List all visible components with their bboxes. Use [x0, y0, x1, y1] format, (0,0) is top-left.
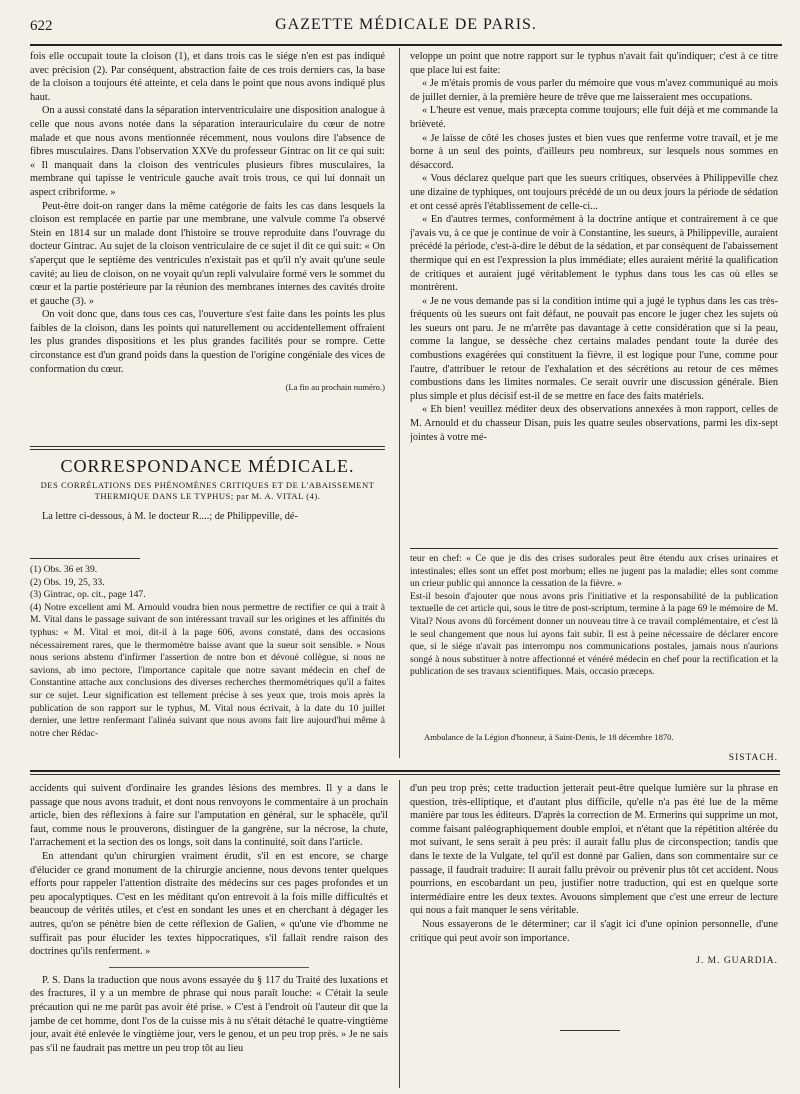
column-divider: [399, 48, 400, 758]
paragraph: fois elle occupait toute la cloison (1), et dans trois cas le siége n'en est pas indiqué avec précision (2). Par conséquent, abstraction faite de ces trois derniers cas, la base de la cloison a toujours été atteinte, et cela dans le point que nous avons indiqué plus haut.: [30, 51, 385, 103]
paragraph: teur en chef: « Ce que je dis des crises sudorales peut être étendu aux crises urinaires et intestinales; elles sont un effet post morbum; elles ne jugent pas la maladie; elles sont comme un crieur public qui annonce la cessation de la fièvre. »: [410, 553, 778, 590]
dateline: [410, 732, 778, 746]
section-rule: [30, 446, 385, 447]
section-rule: [30, 774, 780, 775]
paragraph: d'un peu trop près; cette traduction jetterait peut-être quelque lumière sur la phrase en question, très-elliptique, et d'autant plus difficile, qu'elle n'a pas été lue de la même manière par tous les éditeurs. D'après la correction de M. Ermerins qui supprime un mot, comme faisant paléographiquement double emploi, et n'étant que la répétition altérée du mot suivant, le sens serait à peu près: il aurait fallu plus de circonspection; tandis que dans le texte de la Vulgate, tel qu'il est donné par Galien, dans son commentaire sur ce passage, il faudrait traduire: Il aurait fallu prévoir ou prévenir plus tôt cet accident. Nous pourrions, en escobardant un peu, justifier notre traduction, qui est en quelque sorte intermédiaire entre les deux textes. Avouons simplement que c'est une erreur de lecture qui nous a fait manquer le sens véritable.: [410, 783, 778, 917]
paragraph: Peut-être doit-on ranger dans la même catégorie de faits les cas dans lesquels la cloison est remplacée en partie par une membrane, une valvule comme l'a observé Stein en 1814 sur un malade dont l'histoire se trouve reproduite dans l'ouvrage du docteur Gintrac. Au sujet de la cloison ventriculaire de ce sujet il dit ce qui suit: « On s'aperçut que le septième des ventricules n'existait pas et qu'il n'y avait qu'une seule cavité; au lieu de cloison, on ne voyait qu'un repli valvulaire formé vers le sommet du cœur et la partie postérieure par la réunion des membranes internes des cavités droite et gauche (3). »: [30, 200, 385, 307]
section-rule: [109, 967, 309, 968]
footnote-rule: [30, 558, 140, 559]
paragraph: « Je laisse de côté les choses justes et bien vues que renferme votre travail, et je me borne à un seul des points, d'ailleurs peu nombreux, sur lesquels nous sommes en désaccord.: [410, 132, 778, 171]
footnote: (4) Notre excellent ami M. Arnould voudra bien nous permettre de rectifier ce qui a trait à M. Vital dans le passage suivant de son intéressant travail sur les origines et les affinités du typhus: « M. Vital et moi, dit-il à la page 606, avons constaté, dans des occasions nécessairement rares, que le thermomètre baisse avant que la sueur soit sensible. » Nous nous serions abstenu d'infirmer l'assertion de notre bon et dévoué collègue, si nous ne savions, ab imo pectore, l'importance capitale que notre savant médecin en chef de Constantine attache aux conclusions des diverses recherches thermométriques qu'il a faites sur ce sujet. Leur signification est tellement précise à ses yeux que, trois mois après la publication de son rapport sur le typhus, M. Vital nous écrivait, à la date du 10 juillet dernier, une lettre renfermant l'alinéa suivant que nous avons fait lire aujourd'hui même à notre cher Rédac-: [30, 601, 385, 739]
correspondance-section: [30, 456, 385, 534]
correspondance-heading: CORRESPONDANCE MÉDICALE.: [60, 456, 355, 476]
footnotes: [30, 564, 385, 754]
paragraph: « Eh bien! veuillez méditer deux des observations annexées à mon rapport, celles de M. Arnould et du chasseur Disan, puis les quatre seules observations, parmi les dix-sept jointes à votre mé-: [410, 404, 778, 443]
upper-left-column: [30, 50, 385, 440]
paragraph: Nous essayerons de le déterminer; car il s'agit ici d'une opinion personnelle, d'une critique qui peut avoir son importance.: [410, 918, 778, 944]
signature-block: [410, 748, 778, 764]
paragraph: « Je ne vous demande pas si la condition intime qui a jugé le typhus dans les cas très-fréquents où les sueurs ont fait défaut, ne pouvait pas encore le juger chez les sujets où les sueurs ont paru. Je ne m'arrête pas davantage à cette considération que si la peau, comme la langue, se dessèche chez certains malades pendant toute la durée des combustions exagérées qui constituent la fièvre, il est logique pour l'une, comme pour l'autre, d'attribuer le retour de l'exhalation et des sécrétions au retour de ces mêmes combustions dans les limites normales. Ce serait ouvrir une discussion générale. Bien plus simple et plus décisif est-il de se mettre en face des faits matériels.: [410, 295, 778, 402]
paragraph: On a aussi constaté dans la séparation interventriculaire une disposition analogue à celle que nous avons notée dans la séparation interauriculaire du cœur de notre malade et que nous avons mentionnée récemment, nous voulons dire l'absence de fibres musculaires. Dans l'observation XXVe du professeur Gintrac on lit ce qui suit: « Il manquait dans la cloison des ventricules plusieurs fibres musculaires, la membrane qui tapisse le ventricule gauche avait trois trous, ce qui lui donnait un aspect cribriforme. »: [30, 105, 385, 198]
section-rule: [30, 770, 780, 772]
continued-note: (La fin au prochain numéro.): [285, 382, 385, 393]
paragraph: P. S. Dans la traduction que nous avons essayée du § 117 du Traité des luxations et des fractures, il y a un membre de phrase qui nous paraît louche: « C'était la seule précaution qui ne me parût pas avoir été prise. » C'est à l'endroit où l'auteur dit que la jambe de cet homme, dont l'os de la cuisse mis à nu s'était détaché le quatre-vingtième jour, avait été enlevée le vingtième jour, vers le genou, et un peu trop près. » Je ne sais pas s'il ne faudrait pas mettre un peu trop tôt au lieu: [30, 974, 388, 1054]
signature: J. M. GUARDIA.: [696, 956, 778, 967]
footnote: (2) Obs. 19, 25, 33.: [30, 576, 105, 588]
journal-title: GAZETTE MÉDICALE DE PARIS.: [275, 16, 537, 33]
page-number: 622: [30, 18, 53, 34]
section-rule: [30, 449, 385, 450]
correspondance-subheading: DES CORRÉLATIONS DES PHÉNOMÈNES CRITIQUES ET DE L'ABAISSEMENT THERMIQUE DANS LE TYPHUS; par M. A. VITAL (4).: [40, 479, 375, 501]
column-divider: [399, 780, 400, 1088]
paragraph: En attendant qu'un chirurgien vraiment érudit, s'il en est encore, se charge d'élucider ce grand monument de la chirurgie ancienne, nous devons tenter quelques efforts pour rappeler l'attention distraite des médecins sur ces pages profondes et un peu apocalyptiques. C'est en les méditant qu'on entrevoit à la fois mille difficultés et beaucoup de vérités utiles, et c'est en sondant les unes et en cherchant à dégager les autres, qu'on se pénètre bien de cette réflexion de Galien, « qu'une vie d'homme ne suffirait pas pour élucider les textes hippocratiques, s'il fallait rendre raison des doctrines qu'ils renferment. »: [30, 850, 388, 958]
paragraph: « Vous déclarez quelque part que les sueurs critiques, observées à Philippeville chez une dizaine de typhiques, ont toujours précédé de un ou deux jours la période de sédation et ont cessé après l'établissement de celle-ci...: [410, 173, 778, 212]
paragraph: veloppe un point que notre rapport sur le typhus n'avait fait qu'indiquer; c'est à ce titre que place lui est faite:: [410, 51, 778, 76]
paragraph: « En d'autres termes, conformément à la doctrine antique et contrairement à ce que j'avais vu, à ce que je continue de voir à Constantine, les sueurs, à Philippeville, auraient précédé la période, c'est-à-dire le début de la sédation, et par conséquent de l'abaissement thermique qui en est l'expression la plus immédiate; elles auraient mérité la qualification de critiques et auraient jugé véritablement le typhus dans tous les cas où elles se montrèrent.: [410, 214, 778, 294]
end-rule: [560, 1030, 620, 1031]
footnote: (3) Gintrac, op. cit., page 147.: [30, 589, 146, 601]
paragraph: Est-il besoin d'ajouter que nous avons pris l'initiative et la responsabilité de la publication textuelle de cet article qui, sous le titre de post-scriptum, termine à la page 69 le mémoire de M. Vital? Nous avons dû forcément donner un nouveau titre à ce travail complémentaire, et c'est là le seul changement que nous lui ayons fait subir. Il est à peine nécessaire de déclarer encore que, si le siége n'avait pas interrompu nos communications postales, jamais nous n'aurions songé à nous substituer à notre affectionné et vénéré médecin en chef pour la rectification et la publication de ses travaux scientifiques. Mais, occasio præceps.: [410, 590, 778, 678]
paragraph: « Je m'étais promis de vous parler du mémoire que vous m'avez communiqué au mois de juillet dernier, à la première heure de trêve que me laisseraient mes occupations.: [410, 78, 778, 103]
paragraph: « L'heure est venue, mais præcepta comme toujours; elle fuit déjà et me commande la brièveté.: [410, 105, 778, 130]
upper-right-column: [410, 50, 778, 545]
page-header: [30, 14, 782, 46]
correspondance-intro: La lettre ci-dessous, à M. le docteur R....; de Philippeville, dé-: [42, 510, 298, 522]
footnote-rule: [410, 548, 778, 549]
paragraph: On voit donc que, dans tous ces cas, l'ouverture s'est faite dans les points les plus faibles de la cloison, dans les points qui naturellement ou accidentellement offraient les plus grandes dispositions et les plus grandes facilités pour se rompre. Cette circonstance est d'un grand poids dans la question de l'origine congéniale des vices de conformation du cœur.: [30, 309, 385, 375]
footnote-continuation: [410, 553, 778, 729]
footnote: (1) Obs. 36 et 39.: [30, 564, 98, 575]
paragraph: accidents qui suivent d'ordinaire les grandes lésions des membres. Il y a dans le passage que nous avons traduit, et dont nous renvoyons le commentaire à un prochain article, bien des réflexions à faire sur l'amputation en général, sur le sphacèle, qu'il faut, comme nous le prouverons, distinguer de la gangrène, sur la nécrose, la chute, l'arrachement et la section des os longs, soit dans la continuité, soit dans l'article.: [30, 783, 388, 849]
lower-left-column: [30, 782, 388, 1087]
dateline-text: Ambulance de la Légion d'honneur, à Saint-Denis, le 18 décembre 1870.: [424, 732, 674, 742]
lower-right-column: [410, 782, 778, 1022]
signature: SISTACH.: [728, 753, 778, 763]
